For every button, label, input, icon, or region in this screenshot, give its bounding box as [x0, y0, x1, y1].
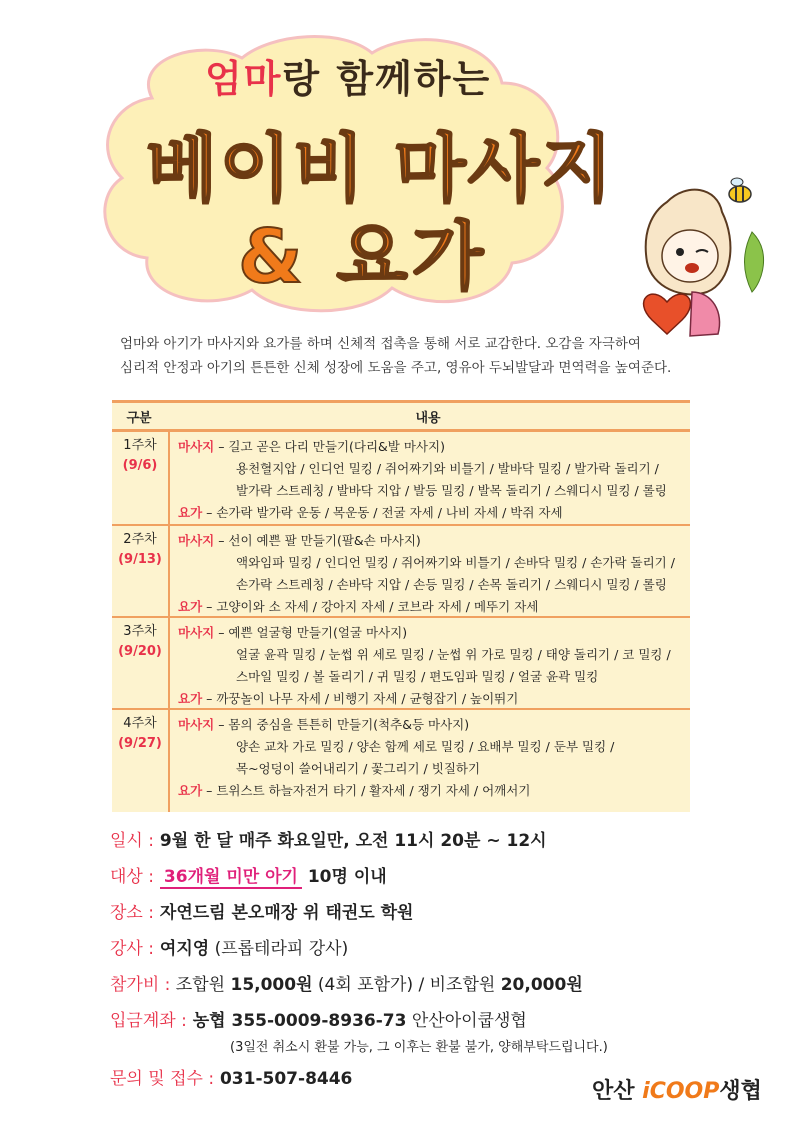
- info-account: [110, 1006, 527, 1031]
- info-instructor: [110, 934, 348, 959]
- instructor-role: (프롭테라피 강사): [209, 939, 349, 959]
- info-target: [110, 862, 387, 887]
- header-content: 내용: [415, 411, 441, 426]
- contact-value: 031-507-8446: [214, 1069, 353, 1089]
- logo-prefix: 안산: [592, 1079, 643, 1104]
- intro-line1: 엄마와 아기가 마사지와 요가를 하며 신체적 접촉을 통해 서로 교감한다. 오감을 자극하여: [120, 336, 641, 352]
- yoga-keyword: 요가: [178, 505, 203, 520]
- target-rest: 10명 이내: [301, 867, 387, 887]
- fee-member-note: (4회 포함가) / 비조합원: [312, 975, 501, 995]
- yoga-line: [178, 502, 688, 524]
- yoga-line: [178, 596, 688, 618]
- fee-member-label: 조합원: [170, 975, 231, 995]
- account-label: 입금계좌 :: [110, 1011, 187, 1031]
- place-label: 장소 :: [110, 903, 154, 923]
- massage-keyword: 마사지: [178, 533, 215, 548]
- account-holder: 안산아이쿱생협: [406, 1011, 527, 1031]
- fee-label: 참가비 :: [110, 975, 171, 995]
- contact-label: 문의 및 접수 :: [110, 1069, 215, 1089]
- massage-line: [178, 436, 688, 458]
- title-sub: & 요가: [238, 214, 488, 300]
- target-label: 대상 :: [110, 867, 154, 887]
- schedule-label: 일시 :: [110, 831, 154, 851]
- week-label: [112, 714, 168, 754]
- week-content: [178, 622, 688, 710]
- info-schedule: [110, 826, 547, 851]
- yoga-line: [178, 780, 688, 802]
- week-label: [112, 530, 168, 570]
- massage-items: 손가락 스트레칭 / 손바닥 지압 / 손등 밀킹 / 손목 돌리기 / 스웨디시 밀킹 / 롤링: [236, 577, 667, 592]
- refund-note: (3일전 취소시 환불 가능, 그 이후는 환불 불가, 양해부탁드립니다.): [230, 1040, 608, 1055]
- week-content: [178, 530, 688, 618]
- week-label: [112, 436, 168, 476]
- week-content: [178, 436, 688, 524]
- week-row: [112, 430, 690, 526]
- target-highlight: 36개월 미만 아기: [160, 867, 302, 889]
- info-place: [110, 898, 413, 923]
- massage-line: [178, 622, 688, 644]
- week-number: 1주차: [123, 438, 157, 453]
- massage-items: 얼굴 윤곽 밀킹 / 눈썹 위 세로 밀킹 / 눈썹 위 가로 밀킹 / 태양 돌리기 / 코 밀킹 /: [236, 647, 671, 662]
- icoop-logo: [592, 1074, 762, 1105]
- yoga-text: – 트위스트 하늘자전거 타기 / 활자세 / 쟁기 자세 / 어깨서기: [202, 783, 531, 798]
- week-row: [112, 708, 690, 810]
- massage-keyword: 마사지: [178, 625, 215, 640]
- week-row: [112, 524, 690, 618]
- massage-line: [178, 530, 688, 552]
- title-accent: 엄마: [205, 57, 283, 101]
- massage-title: – 몸의 중심을 튼튼히 만들기(척추&등 마사지): [214, 717, 470, 732]
- week-date: (9/27): [118, 736, 162, 751]
- yoga-text: – 손가락 발가락 운동 / 목운동 / 전굴 자세 / 나비 자세 / 박쥐 자세: [202, 505, 563, 520]
- logo-brand: iCOOP: [642, 1079, 720, 1104]
- info-fee: [110, 970, 583, 995]
- yoga-keyword: 요가: [178, 691, 203, 706]
- week-number: 4주차: [123, 716, 157, 731]
- yoga-keyword: 요가: [178, 599, 203, 614]
- logo-suffix: 생협: [719, 1079, 762, 1104]
- massage-title: – 길고 곧은 다리 만들기(다리&발 마사지): [214, 439, 445, 454]
- title-main: 베이비 마사지: [146, 126, 615, 212]
- yoga-text: – 고양이와 소 자세 / 강아지 자세 / 코브라 자세 / 메뚜기 자세: [202, 599, 539, 614]
- fee-nonmember-value: 20,000원: [500, 975, 583, 995]
- yoga-keyword: 요가: [178, 783, 203, 798]
- massage-line: [178, 714, 688, 736]
- yoga-text: – 까꿍놀이 나무 자세 / 비행기 자세 / 균형잡기 / 높이뛰기: [202, 691, 519, 706]
- yoga-line: [178, 688, 688, 710]
- massage-title: – 선이 예쁜 팔 만들기(팔&손 마사지): [214, 533, 421, 548]
- fee-member-value: 15,000원: [230, 975, 313, 995]
- info-contact: [110, 1064, 352, 1089]
- intro-line2: 심리적 안정과 아기의 튼튼한 신체 성장에 도움을 주고, 영유아 두뇌발달과 면역력을 높여준다.: [120, 360, 672, 376]
- instructor-label: 강사 :: [110, 939, 154, 959]
- mascot-illustration: [612, 172, 772, 342]
- intro-text: [120, 332, 760, 380]
- massage-items: 발가락 스트레칭 / 발바닥 지압 / 발등 밀킹 / 발목 돌리기 / 스웨디시 밀킹 / 롤링: [236, 483, 667, 498]
- header-category: 구분: [126, 411, 152, 426]
- massage-items: 액와임파 밀킹 / 인디언 밀킹 / 쥐어짜기와 비틀기 / 손바닥 밀킹 / 손가락 돌리기 /: [236, 555, 675, 570]
- massage-keyword: 마사지: [178, 717, 215, 732]
- week-date: (9/6): [122, 458, 158, 473]
- week-number: 3주차: [123, 624, 157, 639]
- schedule-value: 9월 한 달 매주 화요일만, 오전 11시 20분 ~ 12시: [153, 831, 547, 851]
- massage-keyword: 마사지: [178, 439, 215, 454]
- schedule-table: [112, 400, 690, 812]
- massage-items: 목~엉덩이 쓸어내리기 / 꽃그리기 / 빗질하기: [236, 761, 481, 776]
- week-label: [112, 622, 168, 662]
- week-number: 2주차: [123, 532, 157, 547]
- schedule-header: [112, 400, 690, 432]
- massage-items: 스마일 밀킹 / 볼 돌리기 / 귀 밀킹 / 편도임파 밀킹 / 얼굴 윤곽 밀킹: [236, 669, 599, 684]
- week-date: (9/20): [118, 644, 162, 659]
- title-line1-rest: 랑 함께하는: [282, 57, 492, 101]
- massage-title: – 예쁜 얼굴형 만들기(얼굴 마사지): [214, 625, 408, 640]
- week-row: [112, 616, 690, 710]
- title-line1: [205, 48, 491, 103]
- massage-items: 용천혈지압 / 인디언 밀킹 / 쥐어짜기와 비틀기 / 발바닥 밀킹 / 발가락 돌리기 /: [236, 461, 659, 476]
- week-date: (9/13): [118, 552, 162, 567]
- instructor-name: 여지영: [153, 939, 210, 959]
- massage-items: 양손 교차 가로 밀킹 / 양손 함께 세로 밀킹 / 요배부 밀킹 / 둔부 밀킹 /: [236, 739, 615, 754]
- week-content: [178, 714, 688, 802]
- account-value: 농협 355-0009-8936-73: [186, 1011, 407, 1031]
- place-value: 자연드림 본오매장 위 태권도 학원: [153, 903, 414, 923]
